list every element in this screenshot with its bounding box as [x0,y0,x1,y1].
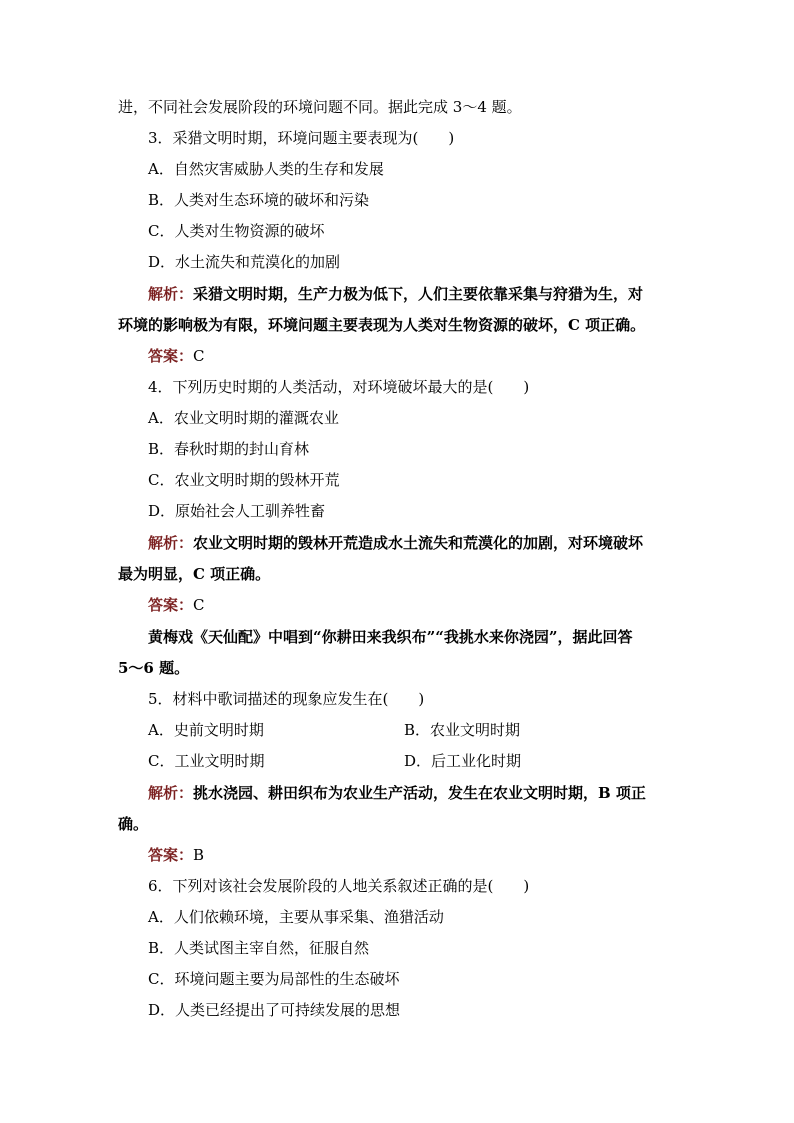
question-3-answer [148,346,205,366]
question-4-analysis-cont: 最为明显，C 项正确。 [118,565,271,583]
question-4-option-d: D．原始社会人工驯养牲畜 [148,502,326,520]
question-6-option-d: D．人类已经提出了可持续发展的思想 [148,1001,401,1019]
question-6-option-b: B．人类试图主宰自然，征服自然 [148,939,370,957]
answer-label: 答案： [148,347,194,365]
question-4-answer [148,595,205,615]
question-5-option-c: C．工业文明时期 [148,752,265,770]
analysis-text: 农业文明时期的毁林开荒造成水土流失和荒漠化的加剧，对环境破坏 [193,534,644,552]
question-3-option-b: B．人类对生态环境的破坏和污染 [148,191,370,209]
question-5-option-b: B．农业文明时期 [404,721,521,739]
question-4-analysis [148,533,643,553]
question-3-option-d: D．水土流失和荒漠化的加剧 [148,253,341,271]
question-5-answer [148,845,204,865]
question-4-stem: 4．下列历史时期的人类活动，对环境破坏最大的是( ) [148,378,530,396]
material-text: 黄梅戏《天仙配》中唱到“你耕田来我织布”“我挑水来你浇园”，据此回答 [148,628,633,646]
question-3-stem: 3．采猎文明时期，环境问题主要表现为( ) [148,129,455,147]
answer-label: 答案： [148,846,194,864]
analysis-text: 挑水浇园、耕田织布为农业生产活动，发生在农业文明时期，B 项正 [193,784,646,802]
question-5-analysis-cont: 确。 [118,815,149,833]
answer-value: B [193,846,205,864]
question-5-option-d: D．后工业化时期 [404,752,522,770]
question-5-option-a: A．史前文明时期 [148,721,264,739]
answer-label: 答案： [148,596,194,614]
question-3-option-a: A．自然灾害威胁人类的生存和发展 [148,160,384,178]
analysis-label: 解析： [148,784,194,802]
question-3-analysis [148,284,643,304]
question-6-stem: 6．下列对该社会发展阶段的人地关系叙述正确的是( ) [148,877,530,895]
question-3-option-c: C．人类对生物资源的破坏 [148,222,325,240]
intro-continuation: 进，不同社会发展阶段的环境问题不同。据此完成 3～4 题。 [118,98,522,116]
question-6-option-a: A．人们依赖环境，主要从事采集、渔猎活动 [148,908,444,926]
answer-value: C [193,596,205,614]
analysis-label: 解析： [148,534,194,552]
analysis-label: 解析： [148,285,194,303]
question-4-option-b: B．春秋时期的封山育林 [148,440,310,458]
question-5-analysis [148,783,646,803]
question-5-stem: 5．材料中歌词描述的现象应发生在( ) [148,690,425,708]
analysis-text: 采猎文明时期，生产力极为低下，人们主要依靠采集与狩猎为生，对 [193,285,644,303]
question-4-option-a: A．农业文明时期的灌溉农业 [148,409,339,427]
answer-value: C [193,347,205,365]
question-4-option-c: C．农业文明时期的毁林开荒 [148,471,340,489]
material-text-cont: 5～6 题。 [118,659,190,677]
question-6-option-c: C．环境问题主要为局部性的生态破坏 [148,970,400,988]
question-3-analysis-cont: 环境的影响极为有限，环境问题主要表现为人类对生物资源的破坏，C 项正确。 [118,316,646,334]
